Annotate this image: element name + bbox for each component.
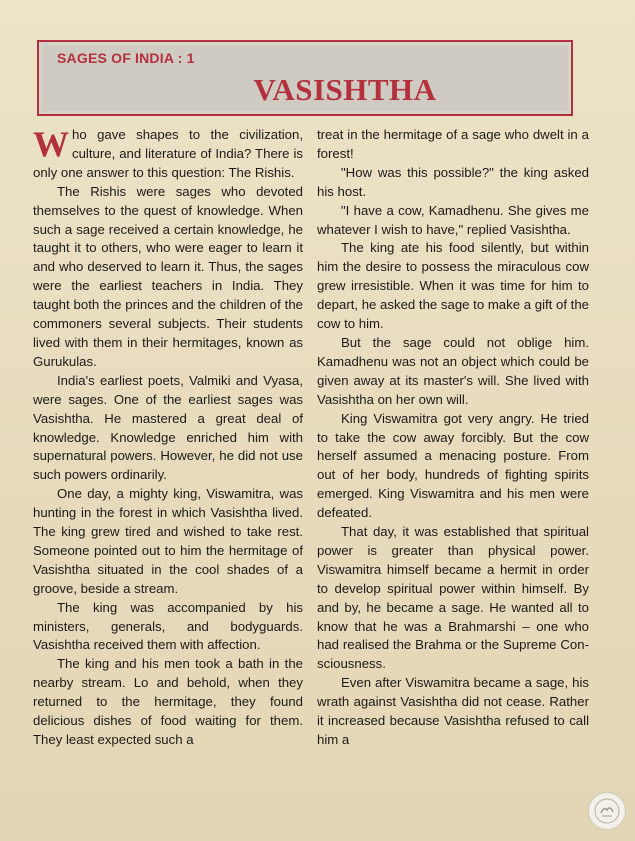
paragraph: treat in the hermitage of a sage who dwelt in a forest!	[317, 127, 589, 161]
right-column	[317, 126, 589, 750]
series-label: SAGES OF INDIA : 1	[57, 50, 195, 66]
drop-cap: W	[33, 124, 69, 164]
paragraph: The king ate his food silently, but within him the desire to possess the miraculous cow grew irresistible. When it was time for him to depart, he asked the sage to make a gift of the cow to him.	[317, 240, 589, 332]
article-title: VASISHTHA	[253, 72, 437, 107]
article-header	[37, 40, 573, 116]
paragraph: One day, a mighty king, Viswamitra, was hunting in the forest in which Vasishtha lived. The king grew tired and wished to take rest. Someone pointed out to him the hermitage of Vasishtha situated in the cool shades of a groove, beside a stream.	[33, 486, 303, 596]
paragraph	[33, 126, 303, 183]
paragraph: Even after Viswamitra became a sage, his wrath against Vasishtha did not cease. Rather it increased because Vasishtha refused to call him a	[317, 675, 589, 747]
left-column	[33, 126, 303, 750]
paragraph: The king was accompanied by his ministers, generals, and bodyguards. Vasishtha received them with affection.	[33, 599, 303, 653]
paragraph: The king and his men took a bath in the nearby stream. Lo and behold, when they returned to the hermitage, they found delicious dishes of food waiting for them. They least expected such a	[33, 656, 303, 747]
publisher-stamp-icon	[588, 792, 626, 830]
paragraph-text: ho gave shapes to the civilization, culture, and literature of India? There is only one answer to this question: The Rishis.	[33, 127, 303, 180]
paragraph: But the sage could not oblige him. Kamadhenu was not an object which could be given away at its master's will. She lived with Vasishtha on her own will.	[317, 334, 589, 407]
paragraph: King Viswamitra got very angry. He tried to take the cow away forcibly. But the cow herself assumed a menacing posture. From out of her body, hundreds of fighting spirits emerged. King Viswamitra and his men were defeated.	[317, 410, 589, 521]
paragraph: The Rishis were sages who devoted themselves to the quest of knowledge. When such a sage received a certain knowledge, he taught it to others, who were eager to learn it and who deserved to learn it. Thus, the sages were the earliest teachers in India. They taught both the princes and the children of the commoners several subjects. Their students lived with them in their hermitages, known as Gurukulas.	[33, 183, 303, 369]
paragraph: That day, it was established that spiritual power is greater than physical power. Viswamitra himself became a hermit in order to develop spiritual power within himself. By and by, he became a sage. He wanted all to know that he was a Brahmarshi – one who had realised the Brahma or the Supreme Consciousness.	[317, 524, 589, 672]
paragraph: "How was this possible?" the king asked his host.	[317, 164, 589, 199]
paragraph: India's earliest poets, Valmiki and Vyasa, were sages. One of the earliest sages was Vasishtha. He mastered a great deal of knowledge. Knowledge enriched him with supernatural powers. However, he did not use such powers ordinarily.	[33, 372, 303, 483]
paragraph: "I have a cow, Kamadhenu. She gives me whatever I wish to have," replied Vasishtha.	[317, 202, 589, 237]
